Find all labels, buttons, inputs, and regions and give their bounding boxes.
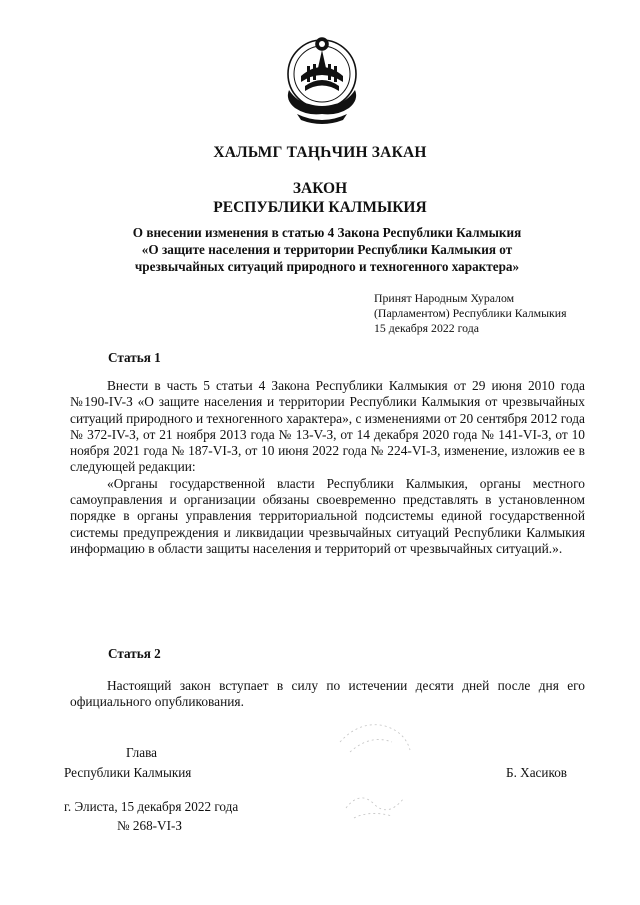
article-1-paragraph: Внести в часть 5 статьи 4 Закона Республики Калмыкия от 29 июня 2010 года №190-IV-З «О защите населения и территории Республики Калмыкия от чрезвычайных ситуаций природного и техногенного характера», с изменениями от 20 сентября 2012 года № 372-IV-З, от 21 ноября 2013 года № 13-V-З, от 14 декабря 2020 года № 141-VI-З, от 10 ноября 2021 года № 187-VI-З, от 10 июня 2022 года № 224-VI-З, изменение, изложив ее в следующей редакции: (70, 378, 585, 475)
article-1-heading: Статья 1 (108, 350, 161, 365)
article-1-body (70, 378, 585, 557)
adoption-line: Принят Народным Хуралом (374, 291, 515, 305)
republic-title: РЕСПУБЛИКИ КАЛМЫКИЯ (213, 199, 427, 216)
law-number: № 268-VI-З (117, 818, 182, 833)
kalmyk-title: ХАЛЬМГ ТАҢҺЧИН ЗАКАН (213, 144, 427, 161)
law-subtitle (92, 224, 562, 275)
article-2-body (70, 678, 585, 711)
article-2-heading: Статья 2 (108, 646, 161, 661)
stamp-mark-icon (330, 712, 420, 760)
adoption-date: 15 декабря 2022 года (374, 321, 479, 335)
adoption-line: (Парламентом) Республики Калмыкия (374, 306, 567, 320)
kalmykia-coat-of-arms-icon (277, 28, 367, 128)
signatory-name: Б. Хасиков (506, 765, 568, 780)
subtitle-line: «О защите населения и территории Республики Калмыкия от (141, 242, 513, 257)
subtitle-line: чрезвычайных ситуаций природного и техногенного характера» (134, 259, 520, 274)
signature-mark-icon (340, 784, 410, 824)
signatory-role: Глава (126, 745, 157, 760)
adoption-note (374, 291, 604, 336)
signatory-role-republic: Республики Калмыкия (64, 765, 192, 780)
place-and-date: г. Элиста, 15 декабря 2022 года (64, 799, 239, 814)
article-1-quote: «Органы государственной власти Республики Калмыкия, органы местного самоуправления и организации обязаны своевременно представлять в установленном порядке в органы управления территориальной подсистемы единой государственной системы предупреждения и ликвидации чрезвычайных ситуаций Республики Калмыкия информацию в области защиты населения и территорий от чрезвычайных ситуаций.». (70, 475, 585, 556)
law-title: ЗАКОН (292, 180, 348, 197)
subtitle-line: О внесении изменения в статью 4 Закона Республики Калмыкия (132, 225, 522, 240)
article-2-paragraph: Настоящий закон вступает в силу по истечении десяти дней после дня его официального опубликования. (70, 678, 585, 710)
